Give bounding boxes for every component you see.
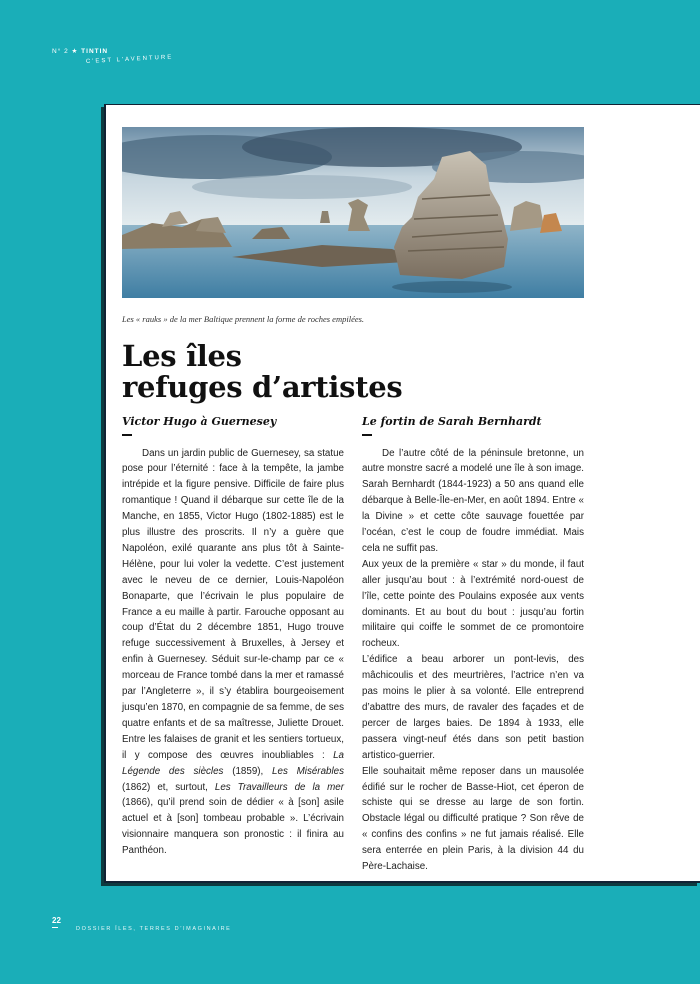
title-line-1: Les îles <box>122 339 242 373</box>
text-run: (1866), qu’il prend soin de dédier « à [son] asile actuel et à [son] tombeau probable ». L’écrivain visionnaire manquera son pronostic : il finira au Panthéon. <box>122 797 344 857</box>
rauks-photo <box>122 127 584 298</box>
tagline: C'EST L'AVENTURE <box>85 54 174 65</box>
column-victor-hugo <box>122 415 344 859</box>
subhead-dash <box>362 434 372 436</box>
page-number: 22 <box>52 916 61 925</box>
paragraph: Elle souhaitait même reposer dans un mausolée édifié sur le rocher de Basse-Hiot, cet éperon de schiste qui se dresse au large de son fortin. Obstacle légal ou difficulté pratique ? Son rêve de « confins des confins » ne fut jamais réalisé. Elle sera enterrée en plein Paris, à la division 44 du Père-Lachaise. <box>362 765 584 873</box>
article-card <box>104 104 700 883</box>
footer-topic: ÎLES, TERRES D’IMAGINAIRE <box>115 926 232 932</box>
paragraph: Aux yeux de la première « star » du monde, il faut aller jusqu’au bout : à l’extrémité nord-ouest de l’île, cette pointe des Poulains exposée aux vents dominants. Et au bout du bout : jusqu’au fortin militaire qui coiffe le sommet de ce promontoire rocheux. <box>362 558 584 650</box>
rauks-image <box>122 127 584 298</box>
brand-name: TINTIN <box>81 48 109 55</box>
footer-section-label: DOSSIER <box>76 926 112 932</box>
issue-number: N° 2 <box>52 48 69 55</box>
paragraph: De l’autre côté de la péninsule bretonne, un autre monstre sacré a modelé une île à son image. Sarah Bernhardt (1844-1923) a 50 ans quand elle débarque à Belle-Île-en-Mer, en août 1894. Entre « la Divine » et cette côte sauvage fouettée par l’océan, c’est le coup de foudre immédiat. Mais cela ne suffit pas. <box>362 447 584 554</box>
work-title: La Légende des siècles <box>122 749 344 777</box>
page-footer <box>52 916 232 932</box>
work-title: Les Travailleurs de la mer <box>214 781 344 793</box>
photo-caption: Les « rauks » de la mer Baltique prennent la forme de roches empilées. <box>122 314 365 324</box>
text-run: Dans un jardin public de Guernesey, sa statue pose pour l’éternité : face à la tempête, la jambe intrépide et la figure pensive. Difficile de faire plus romantique ! Quand il débarque sur cette île de la Manche, en 1855, Victor Hugo (1802-1885) est le plus illustre des proscrits. Il n’y a guère que Napoléon, exilé quarante ans plus tôt à Sainte-Hélène, pour lui voler la vedette. C’est justement avec le neveu de ce dernier, Louis-Napoléon Bonaparte, que l’écrivain le plus populaire de France a eu maille à partir. Farouche opposant au coup d’État du 2 décembre 1851, Hugo trouve refuge successivement à Bruxelles, à Jersey et enfin à Guernesey. Séduit sur-le-champ par ce « morceau de France tombé dans la mer et ramassé par l’Angleterre », il s’y établira bourgeoisement jusqu’en 1870, en compagnie de sa femme, de ses quatre enfants et de sa maîtresse, Juliette Drouet. Entre les falaises de granit et les sentiers tortueux, il y compose des œuvres inoubliables : <box>122 447 344 761</box>
star-icon: ★ <box>71 48 79 55</box>
work-title: Les Misérables <box>272 765 344 777</box>
footer-dash <box>52 927 58 928</box>
text-run: (1862) et, surtout, <box>122 781 215 793</box>
article-title <box>122 341 402 403</box>
subhead-dash <box>122 434 132 436</box>
column-sarah-bernhardt <box>362 415 584 875</box>
text-run: (1859), <box>223 765 273 777</box>
subhead-sarah-bernhardt: Le fortin de Sarah Bernhardt <box>362 415 542 428</box>
paragraph <box>122 446 344 860</box>
masthead <box>52 48 173 66</box>
subhead-victor-hugo: Victor Hugo à Guernesey <box>122 415 277 428</box>
paragraph: L’édifice a beau arborer un pont-levis, des mâchicoulis et des meurtrières, l’actrice n’en va pas moins le plier à sa volonté. Elle entreprend d’abattre des murs, de ravaler des façades et de percer de larges baies. De 1894 à 1933, elle passera vingt-neuf étés dans son petit bastion artistico-guerrier. <box>362 654 584 761</box>
footer-section <box>76 926 231 932</box>
title-line-2: refuges d’artistes <box>122 370 403 404</box>
